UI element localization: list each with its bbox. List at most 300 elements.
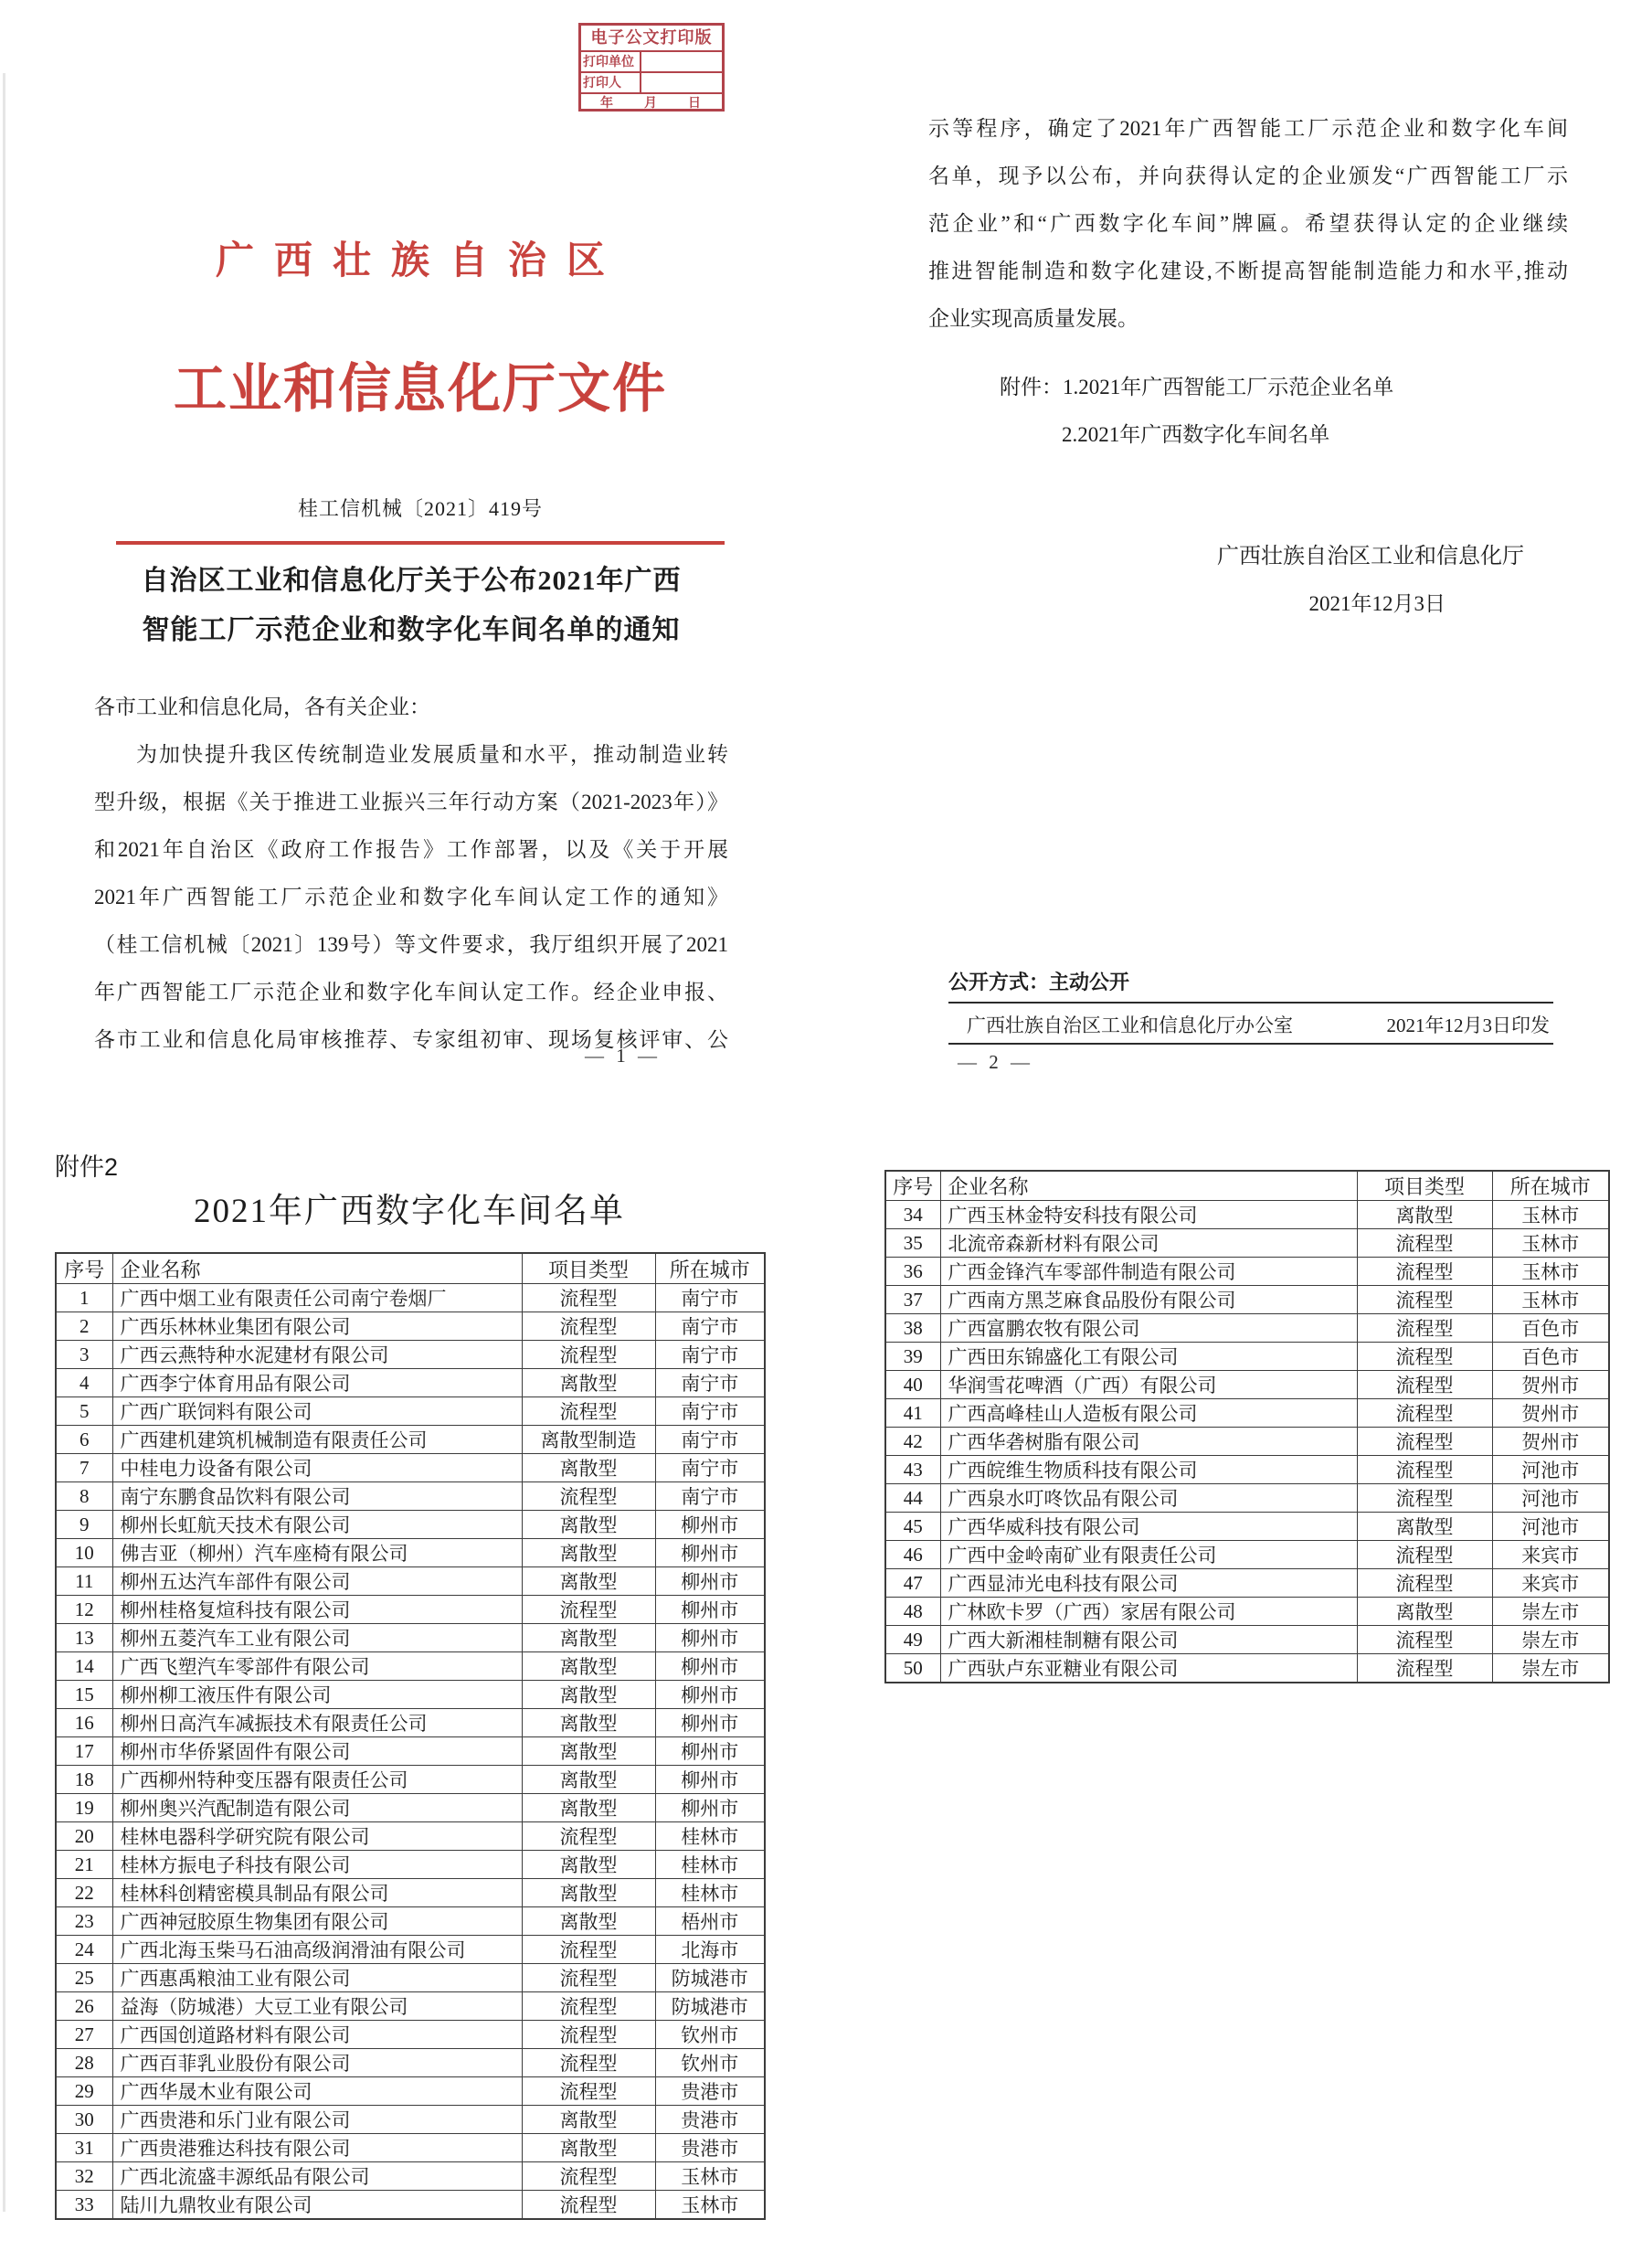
publicity-value: 主动公开 (1049, 971, 1130, 993)
table-cell: 26 (56, 1992, 112, 2021)
table-cell: 柳州市 (655, 1652, 765, 1681)
table-cell: 南宁市 (655, 1482, 765, 1511)
table-cell: 柳州长虹航天技术有限公司 (112, 1511, 522, 1539)
table-cell: 玉林市 (1492, 1286, 1609, 1314)
stamp-title: 电子公文打印版 (581, 26, 722, 52)
table-cell: 柳州市 (655, 1596, 765, 1624)
table-cell: 贺州市 (1492, 1428, 1609, 1456)
table-cell: 离散型 (522, 1539, 655, 1567)
table-cell: 8 (56, 1482, 112, 1511)
table-cell: 离散型 (522, 2134, 655, 2162)
table-row (885, 1654, 1609, 1683)
footer-print-date: 2021年12月3日印发 (1386, 1014, 1550, 1036)
table-cell: 48 (885, 1598, 940, 1626)
table-cell: 广西北流盛丰源纸品有限公司 (112, 2162, 522, 2191)
table-cell: 流程型 (522, 1936, 655, 1964)
table-cell: 1 (56, 1284, 112, 1312)
table-cell: 贵港市 (655, 2106, 765, 2134)
table-cell: 广西北海玉柴马石油高级润滑油有限公司 (112, 1936, 522, 1964)
table-cell: 25 (56, 1964, 112, 1992)
table-column-header: 项目类型 (522, 1253, 655, 1284)
publicity-label: 公开方式： (948, 971, 1050, 993)
table-row (56, 1652, 765, 1681)
table-cell: 45 (885, 1513, 940, 1541)
table-row (56, 2134, 765, 2162)
signature-date: 2021年12月3日 (1308, 592, 1446, 615)
table-column-header: 企业名称 (940, 1171, 1357, 1201)
document-title-line1: 自治区工业和信息化厅关于公布2021年广西 (141, 566, 682, 596)
table-cell: 益海（防城港）大豆工业有限公司 (112, 1992, 522, 2021)
table-cell: 27 (56, 2021, 112, 2049)
table-row (56, 1312, 765, 1341)
table-cell: 中桂电力设备有限公司 (112, 1454, 522, 1482)
table-cell: 21 (56, 1851, 112, 1879)
table-cell: 49 (885, 1626, 940, 1654)
table-row (56, 1737, 765, 1766)
table-cell: 钦州市 (655, 2049, 765, 2077)
footer-row (948, 1007, 1553, 1042)
table-column-header: 项目类型 (1357, 1171, 1492, 1201)
table-cell: 柳州市 (655, 1539, 765, 1567)
table-cell: 百色市 (1492, 1343, 1609, 1371)
table-cell: 42 (885, 1428, 940, 1456)
table-row (885, 1626, 1609, 1654)
table-cell: 广西国创道路材料有限公司 (112, 2021, 522, 2049)
table-cell: 崇左市 (1492, 1626, 1609, 1654)
page2-number: — 2 — (958, 1051, 1033, 1073)
table-cell: 南宁市 (655, 1312, 765, 1341)
table-cell: 广西华威科技有限公司 (940, 1513, 1357, 1541)
table-cell: 31 (56, 2134, 112, 2162)
page1-body (94, 731, 728, 1064)
document-title-line2: 智能工厂示范企业和数字化车间名单的通知 (142, 615, 681, 645)
table-cell: 离散型 (1357, 1201, 1492, 1229)
table-row (885, 1229, 1609, 1258)
footer-rule-top (948, 1002, 1553, 1004)
table-cell: 广西百菲乳业股份有限公司 (112, 2049, 522, 2077)
table-row (56, 1992, 765, 2021)
table-cell: 43 (885, 1456, 940, 1484)
table-cell: 35 (885, 1229, 940, 1258)
table-cell: 39 (885, 1343, 940, 1371)
table-cell: 广西乐林林业集团有限公司 (112, 1312, 522, 1341)
table-cell: 2 (56, 1312, 112, 1341)
footer-rule-bottom (948, 1043, 1553, 1045)
table-cell: 广西高峰桂山人造板有限公司 (940, 1399, 1357, 1428)
stamp-date-line: 年 月 日 (600, 95, 703, 110)
text-line: （桂工信机械〔2021〕139号）等文件要求，我厅组织开展了2021 (94, 933, 728, 956)
table-cell: 广西建机建筑机械制造有限责任公司 (112, 1426, 522, 1454)
table-cell: 流程型 (522, 1992, 655, 2021)
table-row (885, 1314, 1609, 1343)
signature-org: 广西壮族自治区工业和信息化厅 (1217, 545, 1524, 568)
table-cell: 玉林市 (655, 2162, 765, 2191)
stamp-row-print-unit (581, 52, 722, 73)
table-cell: 防城港市 (655, 1992, 765, 2021)
table-cell: 18 (56, 1766, 112, 1794)
table-cell: 广西云燕特种水泥建材有限公司 (112, 1341, 522, 1369)
table-cell: 柳州桂格复煊科技有限公司 (112, 1596, 522, 1624)
table-row (56, 1936, 765, 1964)
table-cell: 流程型 (522, 1284, 655, 1312)
table-cell: 流程型 (522, 1596, 655, 1624)
table-cell: 柳州奥兴汽配制造有限公司 (112, 1794, 522, 1822)
table-cell: 36 (885, 1258, 940, 1286)
table-cell: 离散型 (522, 1511, 655, 1539)
table-cell: 38 (885, 1314, 940, 1343)
stamp-row-printer (581, 73, 722, 94)
attachment-1-text: 1.2021年广西智能工厂示范企业名单 (1063, 376, 1394, 398)
table-cell: 崇左市 (1492, 1598, 1609, 1626)
table-cell: 广西华晟木业有限公司 (112, 2077, 522, 2106)
attachments-list (928, 364, 1568, 459)
table-row (56, 1341, 765, 1369)
table-cell: 广西中烟工业有限责任公司南宁卷烟厂 (112, 1284, 522, 1312)
table-cell: 流程型 (522, 1822, 655, 1851)
table-cell: 离散型 (522, 1851, 655, 1879)
attachment-item-2 (928, 411, 1568, 459)
table-cell: 河池市 (1492, 1456, 1609, 1484)
table-cell: 13 (56, 1624, 112, 1652)
table-cell: 41 (885, 1399, 940, 1428)
text-line: 年广西智能工厂示范企业和数字化车间认定工作。经企业申报、 (94, 981, 728, 1004)
table-cell: 柳州市 (655, 1681, 765, 1709)
table-cell: 流程型 (1357, 1286, 1492, 1314)
table-cell: 30 (56, 2106, 112, 2134)
table-cell: 广西显沛光电科技有限公司 (940, 1569, 1357, 1598)
table-cell: 16 (56, 1709, 112, 1737)
table-row (885, 1541, 1609, 1569)
table-row (56, 2162, 765, 2191)
table-cell: 南宁市 (655, 1369, 765, 1397)
table-header-row (885, 1171, 1609, 1201)
table-column-header: 企业名称 (112, 1253, 522, 1284)
table-cell: 来宾市 (1492, 1541, 1609, 1569)
table-cell: 离散型制造 (522, 1426, 655, 1454)
table-cell: 离散型 (522, 1454, 655, 1482)
table-row (56, 1794, 765, 1822)
table-cell: 柳州市 (655, 1766, 765, 1794)
table-cell: 离散型 (1357, 1513, 1492, 1541)
table-row (56, 1426, 765, 1454)
table-cell: 河池市 (1492, 1484, 1609, 1513)
table-row (885, 1484, 1609, 1513)
table-cell: 14 (56, 1652, 112, 1681)
table-cell: 柳州市 (655, 1709, 765, 1737)
table-cell: 佛吉亚（柳州）汽车座椅有限公司 (112, 1539, 522, 1567)
table-cell: 柳州日高汽车减振技术有限责任公司 (112, 1709, 522, 1737)
table-cell: 15 (56, 1681, 112, 1709)
table-cell: 柳州市 (655, 1737, 765, 1766)
letterhead-divider-line (116, 541, 725, 545)
table-row (885, 1258, 1609, 1286)
table-cell: 桂林市 (655, 1879, 765, 1907)
attachment-item-1 (928, 364, 1568, 411)
table-cell: 贵港市 (655, 2077, 765, 2106)
table-cell: 柳州市 (655, 1794, 765, 1822)
table-cell: 流程型 (522, 1397, 655, 1426)
table-cell: 24 (56, 1936, 112, 1964)
table-cell: 防城港市 (655, 1964, 765, 1992)
table-cell: 流程型 (522, 1482, 655, 1511)
table-cell: 流程型 (1357, 1428, 1492, 1456)
table-cell: 7 (56, 1454, 112, 1482)
table-cell: 37 (885, 1286, 940, 1314)
table-cell: 广西惠禹粮油工业有限公司 (112, 1964, 522, 1992)
table-body-left (56, 1284, 765, 2220)
table-cell: 流程型 (1357, 1343, 1492, 1371)
table-row (56, 1624, 765, 1652)
digital-workshop-table-left (55, 1252, 766, 2220)
table-cell: 广西贵港雅达科技有限公司 (112, 2134, 522, 2162)
table-cell: 广西神冠胶原生物集团有限公司 (112, 1907, 522, 1936)
table-cell: 9 (56, 1511, 112, 1539)
text-line: 各市工业和信息化局审核推荐、专家组初审、现场复核评审、公 (94, 1028, 728, 1051)
table-cell: 广西贵港和乐门业有限公司 (112, 2106, 522, 2134)
table-cell: 河池市 (1492, 1513, 1609, 1541)
table-cell: 离散型 (522, 1624, 655, 1652)
text-line: 为加快提升我区传统制造业发展质量和水平，推动制造业转 (136, 743, 728, 766)
table-column-header: 所在城市 (655, 1253, 765, 1284)
table-cell: 广西大新湘桂制糖有限公司 (940, 1626, 1357, 1654)
table-row (56, 1511, 765, 1539)
table-cell: 离散型 (522, 1369, 655, 1397)
table-cell: 流程型 (522, 2021, 655, 2049)
table-cell: 17 (56, 1737, 112, 1766)
table-cell: 南宁市 (655, 1454, 765, 1482)
table-cell: 贺州市 (1492, 1371, 1609, 1399)
table-cell: 桂林方振电子科技有限公司 (112, 1851, 522, 1879)
table-cell: 流程型 (1357, 1399, 1492, 1428)
table-row (56, 2191, 765, 2220)
table-cell: 流程型 (1357, 1626, 1492, 1654)
table-cell: 46 (885, 1541, 940, 1569)
table-cell: 3 (56, 1341, 112, 1369)
table-cell: 柳州市华侨紧固件有限公司 (112, 1737, 522, 1766)
text-line: 2021年广西智能工厂示范企业和数字化车间认定工作的通知》 (94, 886, 728, 908)
table-row (885, 1513, 1609, 1541)
table-row (56, 1851, 765, 1879)
table-cell: 22 (56, 1879, 112, 1907)
table-cell: 流程型 (522, 1341, 655, 1369)
stamp-label-printer: 打印人 (581, 73, 641, 92)
text-line: 推进智能制造和数字化建设,不断提高智能制造能力和水平,推动 (928, 260, 1568, 282)
attachment-2-text: 2.2021年广西数字化车间名单 (1062, 423, 1330, 446)
table-cell: 柳州五菱汽车工业有限公司 (112, 1624, 522, 1652)
page1-number: — 1 — (585, 1045, 661, 1067)
table-cell: 19 (56, 1794, 112, 1822)
table-cell: 流程型 (522, 2077, 655, 2106)
table-cell: 桂林科创精密模具制品有限公司 (112, 1879, 522, 1907)
table-cell: 南宁市 (655, 1284, 765, 1312)
table-cell: 流程型 (1357, 1569, 1492, 1598)
table-cell: 广西李宁体育用品有限公司 (112, 1369, 522, 1397)
table-row (56, 1284, 765, 1312)
table-cell: 40 (885, 1371, 940, 1399)
table-cell: 广西玉林金特安科技有限公司 (940, 1201, 1357, 1229)
table-cell: 流程型 (1357, 1456, 1492, 1484)
table-row (56, 1369, 765, 1397)
text-line: 型升级，根据《关于推进工业振兴三年行动方案（2021-2023年）》 (94, 791, 728, 813)
table-cell: 11 (56, 1567, 112, 1596)
table-cell: 流程型 (522, 1964, 655, 1992)
table-cell: 崇左市 (1492, 1654, 1609, 1683)
publicity-line (948, 967, 1129, 995)
table-cell: 玉林市 (1492, 1258, 1609, 1286)
table-cell: 5 (56, 1397, 112, 1426)
table-cell: 离散型 (522, 1681, 655, 1709)
table-cell: 广林欧卡罗（广西）家居有限公司 (940, 1598, 1357, 1626)
table-row (885, 1456, 1609, 1484)
table-row (56, 1454, 765, 1482)
document-number: 桂工信机械〔2021〕419号 (297, 497, 543, 520)
table-row (56, 1397, 765, 1426)
table-row (56, 1766, 765, 1794)
table-cell: 广西驮卢东亚糖业有限公司 (940, 1654, 1357, 1683)
table-cell: 广西皖维生物质科技有限公司 (940, 1456, 1357, 1484)
footer-office: 广西壮族自治区工业和信息化厅办公室 (967, 1014, 1293, 1036)
stamp-label-print-unit: 打印单位 (581, 52, 641, 71)
table-cell: 华润雪花啤酒（广西）有限公司 (940, 1371, 1357, 1399)
table-row (885, 1598, 1609, 1626)
table-row (885, 1371, 1609, 1399)
table-cell: 流程型 (1357, 1314, 1492, 1343)
table-cell: 离散型 (522, 1794, 655, 1822)
table-cell: 4 (56, 1369, 112, 1397)
table-cell: 桂林电器科学研究院有限公司 (112, 1822, 522, 1851)
table-cell: 32 (56, 2162, 112, 2191)
table-cell: 离散型 (522, 1907, 655, 1936)
table-cell: 北海市 (655, 1936, 765, 1964)
table-cell: 34 (885, 1201, 940, 1229)
table-cell: 柳州柳工液压件有限公司 (112, 1681, 522, 1709)
table-cell: 桂林市 (655, 1851, 765, 1879)
table-row (56, 1681, 765, 1709)
table-cell: 广西金锋汽车零部件制造有限公司 (940, 1258, 1357, 1286)
table-row (56, 1596, 765, 1624)
table-row (56, 1567, 765, 1596)
table-cell: 离散型 (522, 1737, 655, 1766)
table-cell: 梧州市 (655, 1907, 765, 1936)
table-cell: 北流帝森新材料有限公司 (940, 1229, 1357, 1258)
table-row (885, 1343, 1609, 1371)
table-row (885, 1399, 1609, 1428)
table-row (885, 1201, 1609, 1229)
table-cell: 33 (56, 2191, 112, 2220)
table-cell: 离散型 (522, 2106, 655, 2134)
page2-body (928, 105, 1568, 343)
table-row (885, 1286, 1609, 1314)
table-row (885, 1428, 1609, 1456)
text-line: 企业实现高质量发展。 (928, 307, 1138, 330)
table-cell: 广西飞塑汽车零部件有限公司 (112, 1652, 522, 1681)
table-cell: 流程型 (1357, 1258, 1492, 1286)
table-cell: 广西泉水叮咚饮品有限公司 (940, 1484, 1357, 1513)
table-cell: 流程型 (522, 1312, 655, 1341)
table-cell: 南宁东鹏食品饮料有限公司 (112, 1482, 522, 1511)
table-cell: 44 (885, 1484, 940, 1513)
table-cell: 流程型 (1357, 1541, 1492, 1569)
table-cell: 广西南方黑芝麻食品股份有限公司 (940, 1286, 1357, 1314)
table-cell: 广西华砻树脂有限公司 (940, 1428, 1357, 1456)
table-cell: 玉林市 (1492, 1201, 1609, 1229)
table-row (56, 2021, 765, 2049)
org-name-region: 广西壮族自治区 (215, 240, 625, 282)
org-name-department: 工业和信息化厅文件 (173, 359, 667, 419)
table-cell: 流程型 (1357, 1654, 1492, 1683)
table-cell: 百色市 (1492, 1314, 1609, 1343)
table-cell: 桂林市 (655, 1822, 765, 1851)
table-cell: 来宾市 (1492, 1569, 1609, 1598)
table-cell: 柳州五达汽车部件有限公司 (112, 1567, 522, 1596)
attachments-label: 附件： (1000, 376, 1063, 398)
table-cell: 贺州市 (1492, 1399, 1609, 1428)
table-row (56, 2077, 765, 2106)
table-cell: 47 (885, 1569, 940, 1598)
table-column-header: 所在城市 (1492, 1171, 1609, 1201)
table-cell: 流程型 (1357, 1484, 1492, 1513)
table-header-row (56, 1253, 765, 1284)
table-cell: 南宁市 (655, 1426, 765, 1454)
table-cell: 广西柳州特种变压器有限责任公司 (112, 1766, 522, 1794)
table-cell: 广西富鹏农牧有限公司 (940, 1314, 1357, 1343)
print-stamp (578, 23, 725, 112)
table-row (56, 1822, 765, 1851)
table-cell: 柳州市 (655, 1511, 765, 1539)
table-row (56, 1539, 765, 1567)
table-cell: 6 (56, 1426, 112, 1454)
stamp-blank-cell (641, 73, 722, 92)
table-cell: 29 (56, 2077, 112, 2106)
table-cell: 50 (885, 1654, 940, 1683)
table-cell: 离散型 (522, 1766, 655, 1794)
table-cell: 柳州市 (655, 1624, 765, 1652)
table-cell: 离散型 (522, 1652, 655, 1681)
table-cell: 南宁市 (655, 1397, 765, 1426)
table-cell: 10 (56, 1539, 112, 1567)
table-cell: 离散型 (1357, 1598, 1492, 1626)
stamp-blank-cell (641, 52, 722, 71)
table-row (56, 1482, 765, 1511)
digital-workshop-table-right (884, 1170, 1610, 1683)
table-cell: 离散型 (522, 1567, 655, 1596)
table-cell: 28 (56, 2049, 112, 2077)
table-cell: 玉林市 (1492, 1229, 1609, 1258)
text-line: 示等程序，确定了2021年广西智能工厂示范企业和数字化车间 (928, 117, 1568, 140)
text-line: 名单，现予以公布，并向获得认定的企业颁发“广西智能工厂示 (928, 165, 1568, 187)
table-cell: 离散型 (522, 1879, 655, 1907)
table-cell: 贵港市 (655, 2134, 765, 2162)
table-cell: 流程型 (522, 2049, 655, 2077)
table-cell: 流程型 (522, 2162, 655, 2191)
table-cell: 陆川九鼎牧业有限公司 (112, 2191, 522, 2220)
table-cell: 20 (56, 1822, 112, 1851)
table-row (56, 1879, 765, 1907)
table-cell: 广西田东锦盛化工有限公司 (940, 1343, 1357, 1371)
table-cell: 柳州市 (655, 1567, 765, 1596)
table-row (56, 1709, 765, 1737)
table-cell: 流程型 (522, 2191, 655, 2220)
table-cell: 离散型 (522, 1709, 655, 1737)
table-cell: 23 (56, 1907, 112, 1936)
table-body-right (885, 1201, 1609, 1683)
table-row (56, 2106, 765, 2134)
table-row (56, 1907, 765, 1936)
table-cell: 玉林市 (655, 2191, 765, 2220)
attachment2-table-title: 2021年广西数字化车间名单 (194, 1193, 625, 1230)
table-cell: 钦州市 (655, 2021, 765, 2049)
text-line: 和2021年自治区《政府工作报告》工作部署，以及《关于开展 (94, 838, 728, 861)
